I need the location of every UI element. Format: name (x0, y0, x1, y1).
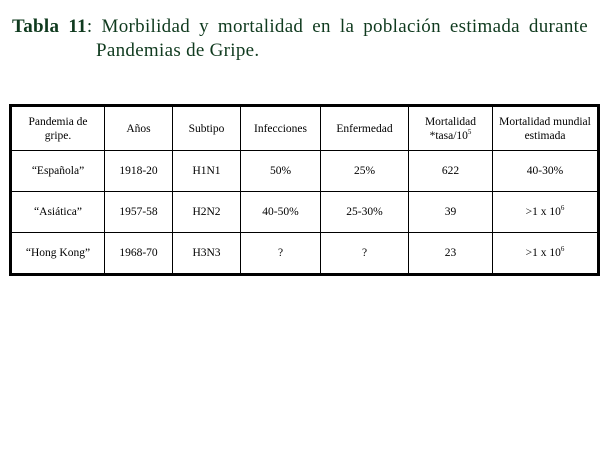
header-mortalidad-tasa-exponent: 5 (467, 127, 472, 136)
cell-enfermedad: 25-30% (321, 192, 409, 233)
cell-anos: 1918-20 (105, 151, 173, 192)
cell-mortalidad-mundial-value: 40-30% (526, 165, 564, 177)
cell-pandemia: “Asiática” (11, 192, 105, 233)
header-mortalidad-tasa (409, 106, 493, 151)
table-row (11, 151, 599, 192)
header-pandemia: Pandemia de gripe. (11, 106, 105, 151)
title-line-1 (12, 15, 588, 39)
cell-mortalidad-tasa: 39 (409, 192, 493, 233)
document-title (12, 15, 588, 63)
cell-subtipo: H1N1 (173, 151, 241, 192)
table-row (11, 192, 599, 233)
table-container (9, 104, 597, 276)
header-mortalidad-tasa-text: Mortalidad *tasa/10 (424, 115, 477, 142)
table-number-label: Tabla 11 (12, 16, 87, 37)
cell-pandemia: “Hong Kong” (11, 233, 105, 275)
cell-pandemia: “Española” (11, 151, 105, 192)
header-infecciones: Infecciones (241, 106, 321, 151)
pandemic-table (9, 104, 600, 276)
cell-mortalidad-mundial-exponent: 6 (560, 204, 565, 213)
header-subtipo: Subtipo (173, 106, 241, 151)
cell-mortalidad-mundial-value: >1 x 10 (525, 247, 561, 259)
cell-anos: 1957-58 (105, 192, 173, 233)
cell-mortalidad-tasa: 622 (409, 151, 493, 192)
cell-enfermedad: 25% (321, 151, 409, 192)
cell-mortalidad-mundial (493, 233, 599, 275)
header-enfermedad: Enfermedad (321, 106, 409, 151)
cell-mortalidad-tasa: 23 (409, 233, 493, 275)
cell-infecciones: ? (241, 233, 321, 275)
table-header-row (11, 106, 599, 151)
table-row (11, 233, 599, 275)
title-text-line-2: Pandemias de Gripe. (96, 40, 260, 61)
cell-anos: 1968-70 (105, 233, 173, 275)
header-mortalidad-mundial: Mortalidad mundial estimada (493, 106, 599, 151)
cell-subtipo: H3N3 (173, 233, 241, 275)
header-anos: Años (105, 106, 173, 151)
cell-infecciones: 50% (241, 151, 321, 192)
cell-enfermedad: ? (321, 233, 409, 275)
cell-mortalidad-mundial-exponent: 6 (560, 245, 565, 254)
cell-mortalidad-mundial (493, 151, 599, 192)
cell-mortalidad-mundial (493, 192, 599, 233)
cell-subtipo: H2N2 (173, 192, 241, 233)
title-text-line-1: : Morbilidad y mortalidad en la población estimada durante (86, 16, 588, 37)
cell-infecciones: 40-50% (241, 192, 321, 233)
cell-mortalidad-mundial-value: >1 x 10 (525, 206, 561, 218)
